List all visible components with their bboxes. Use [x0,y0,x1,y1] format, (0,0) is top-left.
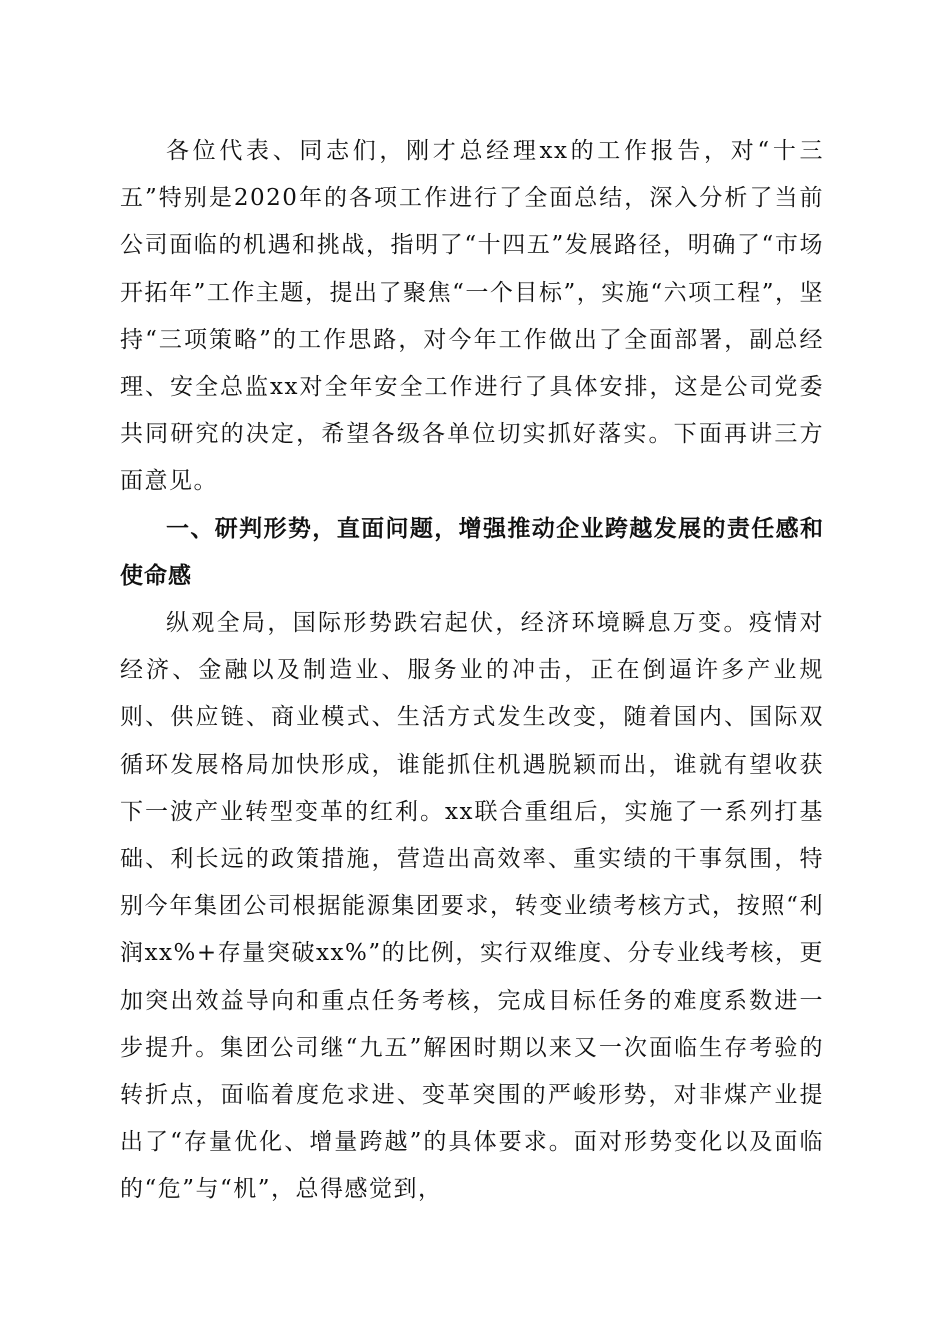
paragraph-situation: 纵观全局，国际形势跌宕起伏，经济环境瞬息万变。疫情对经济、金融以及制造业、服务业的冲击，正在倒逼许多产业规则、供应链、商业模式、生活方式发生改变，随着国内、国际双循环发展格局加快形成，谁能抓住机遇脱颖而出，谁就有望收获下一波产业转型变革的红利。xx联合重组后，实施了一系列打基础、利长远的政策措施，营造出高效率、重实绩的干事氛围，特别今年集团公司根据能源集团要求，转变业绩考核方式，按照“利润xx%+存量突破xx%”的比例，实行双维度、分专业线考核，更加突出效益导向和重点任务考核，完成目标任务的难度系数进一步提升。集团公司继“九五”解困时期以来又一次面临生存考验的转折点，面临着度危求进、变革突围的严峻形势，对非煤产业提出了“存量优化、增量跨越”的具体要求。面对形势变化以及面临的“危”与“机”，总得感觉到， [120,610,824,1203]
document-body [120,128,824,1214]
section-heading-1: 一、研判形势，直面问题，增强推动企业跨越发展的责任感和使命感 [120,515,824,589]
paragraph-opening: 各位代表、同志们，刚才总经理xx的工作报告，对“十三五”特别是2020年的各项工作进行了全面总结，深入分析了当前公司面临的机遇和挑战，指明了“十四五”发展路径，明确了“市场开拓年”工作主题，提出了聚焦“一个目标”，实施“六项工程”，坚持“三项策略”的工作思路，对今年工作做出了全面部署，副总经理、安全总监xx对全年安全工作进行了具体安排，这是公司党委共同研究的决定，希望各级各单位切实抓好落实。下面再讲三方面意见。 [120,138,824,495]
